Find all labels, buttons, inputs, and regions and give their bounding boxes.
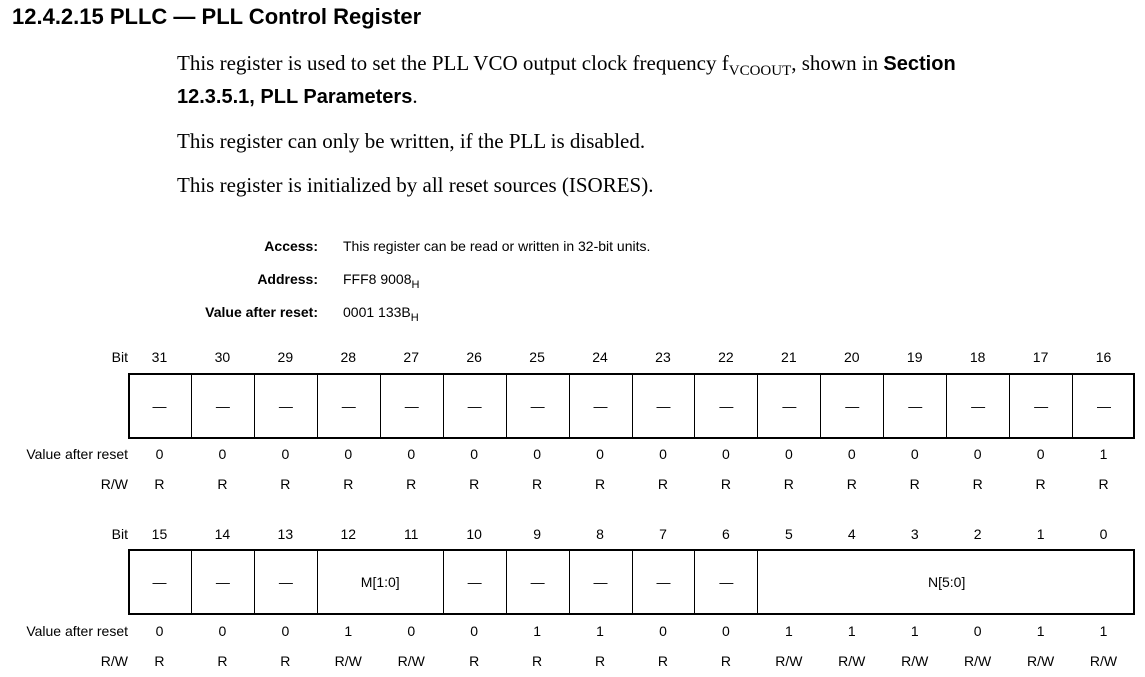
reserved-bit-field: —: [380, 375, 443, 437]
reserved-bit-field: —: [632, 551, 695, 613]
bit-number-2: 29: [277, 349, 294, 365]
access-type-10: R/W: [775, 653, 803, 669]
access-type-11: R: [846, 476, 857, 492]
bit-number-11: 4: [847, 526, 856, 542]
address-label: Address:: [257, 271, 318, 287]
bit-number-0: 31: [151, 349, 168, 365]
reset-value-5: 0: [470, 623, 479, 639]
reserved-bit-field: —: [1072, 375, 1135, 437]
subscript-vcoout: VCOOUT: [728, 63, 792, 79]
access-type-14: R/W: [1026, 653, 1055, 669]
bit-number-9: 6: [722, 526, 730, 542]
bit-number-1: 14: [214, 526, 231, 542]
reserved-bit-field: —: [254, 551, 317, 613]
reset-hex-suffix: H: [410, 312, 419, 324]
section-number: 12.4.2.15: [12, 4, 104, 29]
reset-value-8: 0: [659, 446, 667, 462]
field-m-1-0: M[1:0]: [317, 551, 443, 613]
access-type-6: R: [532, 653, 543, 669]
reset-value-9: 0: [722, 623, 730, 639]
paragraph-period: .: [412, 84, 418, 108]
reset-value-10: 1: [784, 623, 793, 639]
access-type-7: R: [594, 653, 606, 669]
reset-label: Value after reset:: [205, 304, 318, 320]
access-type-0: R: [154, 476, 165, 492]
reserved-bit-field: —: [694, 551, 757, 613]
reset-value-8: 0: [659, 623, 667, 639]
paragraph-vco: [177, 47, 956, 81]
paragraph-text: This register is used to set the PLL VCO output clock frequency f: [177, 51, 729, 75]
access-type-8: R: [657, 653, 669, 669]
reset-row-label-upper: Value after reset: [26, 446, 128, 462]
bit-number-5: 10: [466, 526, 482, 542]
section-title: PLLC — PLL Control Register: [109, 4, 422, 29]
access-type-14: R: [1035, 476, 1046, 492]
section-link[interactable]: Section: [883, 53, 956, 75]
reset-value-14: 1: [1036, 623, 1045, 639]
reset-value-9: 0: [722, 446, 730, 462]
reset-value-12: 1: [910, 623, 919, 639]
reset-text: 0001 133B: [343, 304, 411, 320]
bit-number-14: 17: [1032, 349, 1049, 365]
access-type-4: R/W: [397, 653, 425, 669]
reserved-bit-field: —: [757, 375, 820, 437]
access-type-9: R: [720, 476, 731, 492]
reserved-bit-field: —: [152, 574, 167, 590]
bit-number-12: 19: [906, 349, 923, 365]
bit-number-13: 2: [973, 526, 982, 542]
reset-value-4: 0: [407, 623, 416, 639]
reset-value-15: 1: [1099, 446, 1108, 462]
access-type-1: R: [217, 476, 228, 492]
access-type-2: R: [280, 476, 291, 492]
bit-number-6: 9: [533, 526, 541, 542]
reset-value-6: 1: [533, 623, 541, 639]
access-label: Access:: [264, 238, 318, 254]
reset-value-4: 0: [407, 446, 416, 462]
bit-number-3: 12: [340, 526, 357, 542]
reserved-bit-field: —: [569, 375, 632, 437]
address-text: FFF8 9008: [343, 271, 412, 287]
section-link-line2[interactable]: 12.3.5.1, PLL Parameters: [177, 86, 413, 108]
reset-value-14: 0: [1036, 446, 1045, 462]
bit-number-10: 21: [781, 349, 797, 365]
access-type-15: R/W: [1089, 653, 1118, 669]
reserved-bit-field: —: [1009, 375, 1072, 437]
reset-value-3: 0: [344, 446, 353, 462]
access-type-6: R: [532, 476, 543, 492]
bit-number-15: 16: [1095, 349, 1112, 365]
reserved-bit-field: —: [506, 551, 569, 613]
access-type-7: R: [594, 476, 606, 492]
register-lower-half: [128, 549, 1135, 615]
bit-number-12: 3: [910, 526, 919, 542]
rw-row-label-upper: R/W: [100, 476, 128, 492]
access-type-10: R: [783, 476, 794, 492]
bit-number-1: 30: [214, 349, 231, 365]
access-type-0: R: [154, 653, 165, 669]
access-type-3: R: [343, 476, 354, 492]
access-type-9: R: [720, 653, 731, 669]
reset-value-3: 1: [344, 623, 353, 639]
reset-value-5: 0: [470, 446, 479, 462]
reserved-bit-field: —: [317, 375, 380, 437]
access-type-4: R: [406, 476, 417, 492]
bit-number-8: 23: [655, 349, 671, 365]
reserved-bit-field: —: [443, 551, 506, 613]
paragraph-reset-source: This register is initialized by all reset sources (ISORES).: [177, 173, 654, 197]
reset-value-10: 0: [784, 446, 793, 462]
reserved-bit-field: —: [254, 375, 317, 437]
bit-number-15: 0: [1099, 526, 1108, 542]
reset-value-2: 0: [281, 623, 290, 639]
paragraph-text: , shown in: [791, 51, 884, 75]
field-n-5-0: N[5:0]: [757, 551, 1135, 613]
bit-number-3: 28: [340, 349, 357, 365]
bit-row-label-lower: Bit: [111, 526, 128, 542]
access-type-11: R/W: [838, 653, 866, 669]
section-heading: [12, 4, 421, 30]
reserved-bit-field: —: [632, 375, 695, 437]
reserved-bit-field: —: [506, 375, 569, 437]
bit-number-6: 25: [529, 349, 545, 365]
reserved-bit-field: —: [443, 375, 506, 437]
reset-value-0: 0: [155, 623, 164, 639]
bit-number-13: 18: [969, 349, 986, 365]
access-type-12: R/W: [901, 653, 929, 669]
address-value: [343, 271, 420, 291]
register-upper-half: [128, 373, 1135, 439]
bit-number-5: 26: [466, 349, 482, 365]
access-type-5: R: [469, 653, 480, 669]
reset-value-11: 0: [847, 446, 856, 462]
bit-number-8: 7: [659, 526, 667, 542]
reset-value-13: 0: [973, 446, 982, 462]
reserved-bit-field: —: [191, 375, 254, 437]
paragraph-write-condition: This register can only be written, if the PLL is disabled.: [177, 129, 646, 153]
access-type-12: R: [909, 476, 920, 492]
reset-value-2: 0: [281, 446, 290, 462]
reset-value-15: 1: [1099, 623, 1108, 639]
bit-number-7: 8: [596, 526, 604, 542]
bit-number-2: 13: [277, 526, 294, 542]
access-type-1: R: [217, 653, 228, 669]
reset-value-13: 0: [973, 623, 982, 639]
reserved-bit-field: —: [883, 375, 946, 437]
reset-value-11: 1: [847, 623, 856, 639]
bit-number-14: 1: [1036, 526, 1045, 542]
reset-value-1: 0: [218, 623, 227, 639]
reset-value-0: 0: [155, 446, 164, 462]
reset-value-12: 0: [910, 446, 919, 462]
reserved-bit-field: —: [152, 398, 167, 414]
reserved-bit-field: —: [820, 375, 883, 437]
access-type-13: R/W: [964, 653, 992, 669]
access-type-5: R: [469, 476, 480, 492]
reset-value-7: 1: [596, 623, 604, 639]
bit-number-9: 22: [718, 349, 734, 365]
rw-row-label-lower: R/W: [100, 653, 128, 669]
reset-value-6: 0: [533, 446, 541, 462]
bit-number-10: 5: [784, 526, 793, 542]
reserved-bit-field: —: [694, 375, 757, 437]
access-value: This register can be read or written in 32-bit units.: [343, 238, 651, 254]
access-type-2: R: [280, 653, 291, 669]
bit-number-7: 24: [592, 349, 608, 365]
reserved-bit-field: —: [569, 551, 632, 613]
reset-value-7: 0: [596, 446, 604, 462]
reset-row-label-lower: Value after reset: [26, 623, 128, 639]
bit-row-label-upper: Bit: [111, 349, 128, 365]
reserved-bit-field: —: [191, 551, 254, 613]
address-hex-suffix: H: [411, 279, 420, 291]
bit-number-11: 20: [843, 349, 860, 365]
bit-number-0: 15: [151, 526, 168, 542]
reserved-bit-field: —: [946, 375, 1009, 437]
reset-value: [343, 304, 419, 324]
reset-value-1: 0: [218, 446, 227, 462]
access-type-3: R/W: [334, 653, 362, 669]
access-type-15: R: [1098, 476, 1109, 492]
bit-number-4: 27: [403, 349, 419, 365]
access-type-8: R: [657, 476, 669, 492]
access-type-13: R: [972, 476, 983, 492]
bit-number-4: 11: [403, 526, 419, 542]
paragraph-vco-line2: [177, 80, 418, 114]
